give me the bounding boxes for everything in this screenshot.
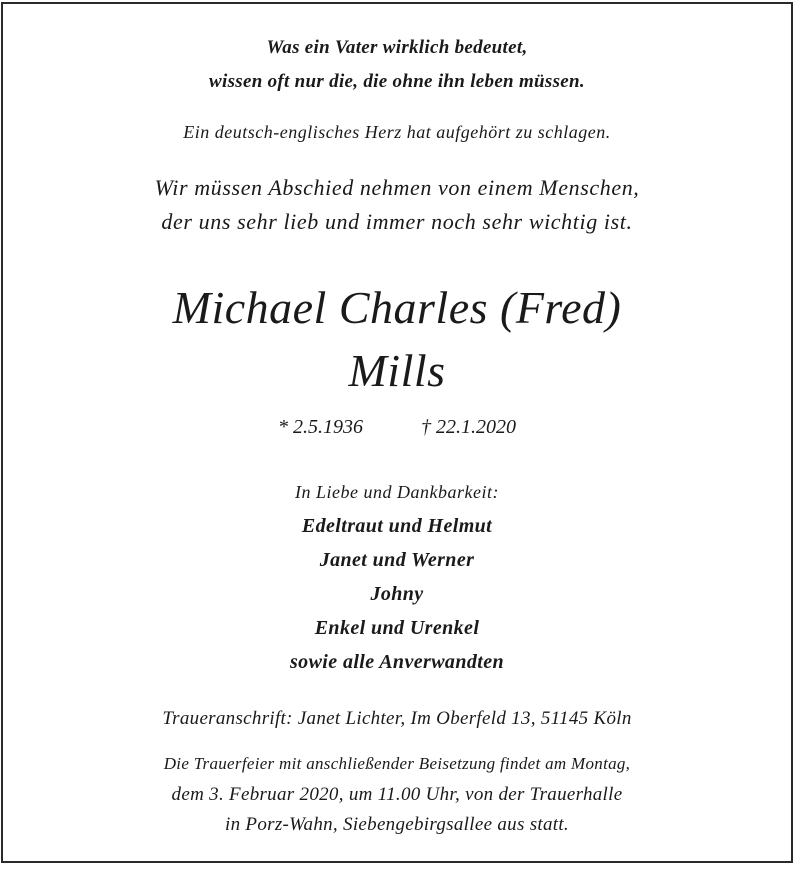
obituary-frame: [1, 2, 793, 863]
service-line-1: Die Trauerfeier mit anschließender Beisetzung findet am Montag,: [163, 754, 631, 773]
mourning-address: Traueranschrift: Janet Lichter, Im Oberfeld 13, 51145 Köln: [162, 708, 632, 729]
mourner-name: Janet und Werner: [319, 549, 475, 571]
motto-line-2: wissen oft nur die, die ohne ihn leben müssen.: [209, 71, 585, 92]
death-date: † 22.1.2020: [421, 416, 516, 438]
farewell-line-2: der uns sehr lieb und immer noch sehr wichtig ist.: [161, 209, 633, 234]
obituary-content: [3, 4, 791, 861]
mourner-name: Enkel und Urenkel: [314, 617, 480, 639]
mourner-name: Johny: [370, 583, 424, 605]
birth-date: * 2.5.1936: [278, 416, 363, 438]
farewell-line-1: Wir müssen Abschied nehmen von einem Menschen,: [154, 175, 640, 200]
service-line-2: dem 3. Februar 2020, um 11.00 Uhr, von der Trauerhalle: [171, 784, 623, 805]
motto-line-1: Was ein Vater wirklich bedeutet,: [266, 37, 528, 58]
service-line-3: in Porz-Wahn, Siebengebirgsallee aus statt.: [225, 814, 569, 835]
mourner-name: Edeltraut und Helmut: [301, 515, 493, 537]
life-dates: [3, 416, 791, 439]
deceased-name-line-1: Michael Charles (Fred): [172, 282, 622, 333]
mourners-intro: In Liebe und Dankbarkeit:: [295, 482, 499, 502]
mourner-name: sowie alle Anverwandten: [289, 651, 505, 673]
deceased-name-line-2: Mills: [348, 345, 446, 396]
intro-text: Ein deutsch-englisches Herz hat aufgehört zu schlagen.: [183, 122, 611, 142]
